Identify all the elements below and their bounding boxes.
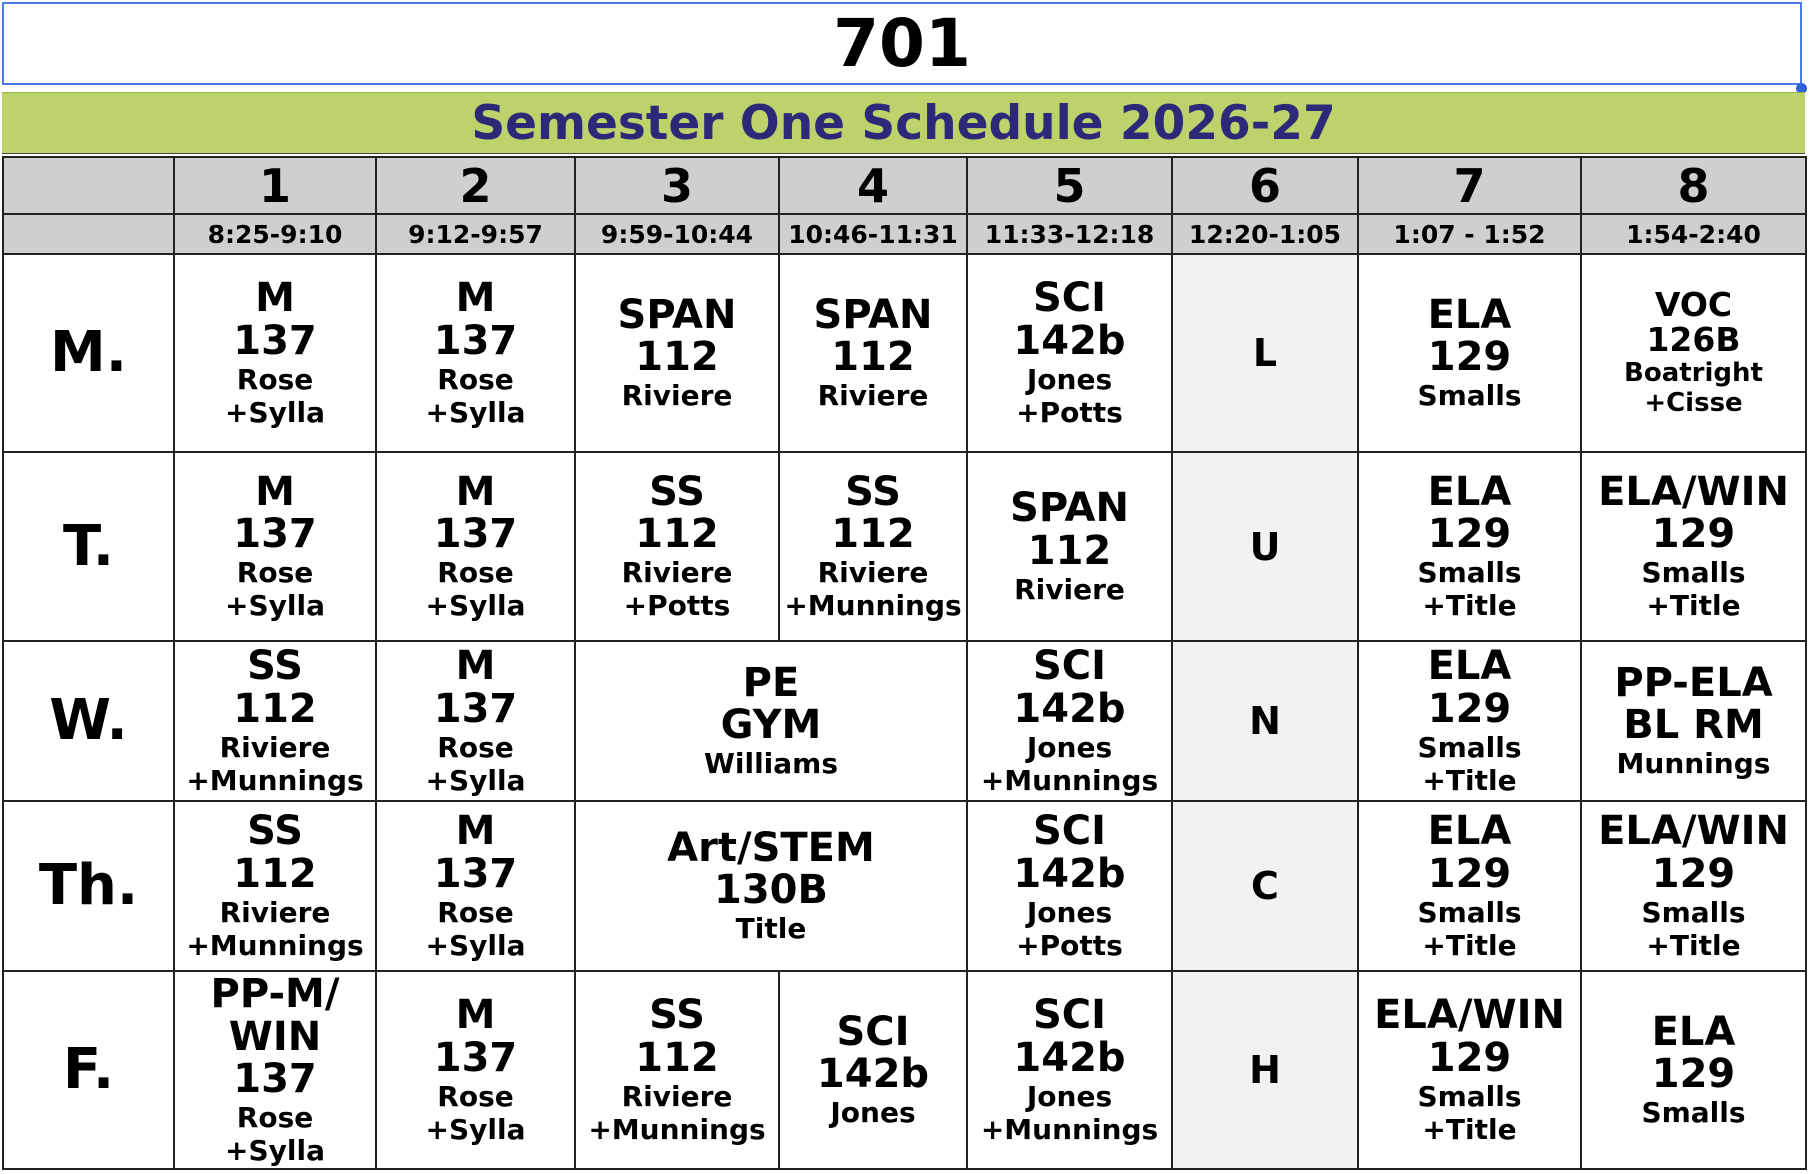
- class-cell[interactable]: [575, 452, 779, 641]
- class-cell[interactable]: [967, 971, 1172, 1169]
- class-cell[interactable]: [967, 254, 1172, 452]
- period-time[interactable]: 1:54-2:40: [1581, 214, 1806, 254]
- class-room: 142b: [816, 1051, 930, 1098]
- class-teacher: Rose: [437, 1079, 514, 1113]
- day-label[interactable]: T.: [3, 452, 174, 641]
- class-teacher: Smalls: [1417, 379, 1522, 413]
- class-cell[interactable]: [967, 641, 1172, 801]
- class-subject: VOC: [1654, 285, 1733, 325]
- day-row-friday: [3, 971, 1806, 1169]
- class-teacher: Rose: [236, 556, 314, 590]
- class-room: 137: [433, 317, 518, 364]
- class-subject: ELA/WIN: [1598, 808, 1789, 855]
- class-cell[interactable]: [1358, 641, 1581, 801]
- class-room: 112: [1027, 527, 1112, 574]
- class-teacher: Smalls: [1641, 1096, 1746, 1130]
- class-cell[interactable]: [1581, 801, 1806, 971]
- class-teacher: Williams: [703, 747, 838, 781]
- class-room: 112: [831, 511, 915, 558]
- class-room: 129: [1427, 685, 1512, 732]
- class-cell[interactable]: [1358, 452, 1581, 641]
- class-cell[interactable]: [967, 801, 1172, 971]
- class-cell[interactable]: [779, 254, 967, 452]
- class-cell[interactable]: [174, 254, 376, 452]
- class-subject: SPAN: [1010, 485, 1129, 532]
- class-room: 112: [831, 334, 915, 381]
- class-room: 112: [635, 1034, 719, 1081]
- period-header[interactable]: 6: [1172, 157, 1358, 214]
- class-co-teacher: +Title: [1646, 928, 1741, 962]
- class-teacher: Riviere: [621, 379, 733, 413]
- class-subject-line2: WIN: [228, 1013, 322, 1060]
- class-co-teacher: +Title: [1422, 1112, 1517, 1146]
- class-room: BL RM: [1623, 702, 1764, 749]
- subtitle-cell[interactable]: [2, 92, 1805, 154]
- title-cell[interactable]: [2, 2, 1802, 85]
- class-co-teacher: +Munnings: [588, 1112, 766, 1146]
- class-co-teacher: +Sylla: [225, 1134, 325, 1168]
- class-room: 112: [635, 334, 719, 381]
- class-teacher: Smalls: [1417, 1079, 1522, 1113]
- day-label[interactable]: W.: [3, 641, 174, 801]
- period-time[interactable]: 9:12-9:57: [376, 214, 575, 254]
- class-room: 137: [433, 850, 518, 897]
- corner-cell[interactable]: [3, 157, 174, 214]
- class-room: 129: [1427, 850, 1512, 897]
- class-cell[interactable]: [967, 452, 1172, 641]
- class-cell[interactable]: [779, 452, 967, 641]
- class-cell[interactable]: [376, 971, 575, 1169]
- class-room: 142b: [1013, 850, 1126, 897]
- period-header[interactable]: 5: [967, 157, 1172, 214]
- class-cell[interactable]: [1581, 452, 1806, 641]
- class-teacher: Riviere: [1014, 572, 1125, 606]
- class-co-teacher: +Sylla: [425, 589, 526, 623]
- class-cell[interactable]: [779, 971, 967, 1169]
- class-cell[interactable]: [1358, 971, 1581, 1169]
- class-room: 129: [1427, 1034, 1512, 1081]
- class-teacher: Rose: [236, 362, 314, 396]
- class-subject: ELA: [1427, 643, 1512, 690]
- class-co-teacher: +Title: [1422, 589, 1517, 623]
- class-teacher: Smalls: [1417, 895, 1522, 929]
- class-room: 129: [1427, 334, 1512, 381]
- day-row-monday: [3, 254, 1806, 452]
- class-subject: SS: [247, 808, 303, 855]
- class-room: 112: [635, 511, 719, 558]
- class-co-teacher: +Sylla: [425, 1112, 526, 1146]
- class-room: 137: [233, 317, 317, 364]
- class-room: 137: [433, 685, 518, 732]
- class-subject: SS: [247, 643, 303, 690]
- class-room: 137: [433, 511, 518, 558]
- period-header[interactable]: 8: [1581, 157, 1806, 214]
- day-row-thursday: [3, 801, 1806, 971]
- class-co-teacher: +Sylla: [425, 928, 526, 962]
- class-teacher: Riviere: [621, 1079, 733, 1113]
- class-cell[interactable]: [376, 254, 575, 452]
- schedule-subtitle: Semester One Schedule 2026-27: [471, 95, 1336, 151]
- period-header[interactable]: 4: [779, 157, 967, 214]
- period-time[interactable]: 8:25-9:10: [174, 214, 376, 254]
- class-teacher: Rose: [437, 556, 514, 590]
- lunch-cell[interactable]: U: [1172, 452, 1358, 641]
- class-subject: ELA/WIN: [1598, 468, 1789, 515]
- class-cell[interactable]: [376, 801, 575, 971]
- class-room: 129: [1651, 850, 1736, 897]
- day-label[interactable]: Th.: [3, 801, 174, 971]
- class-subject: M: [455, 643, 496, 690]
- class-teacher: Jones: [1026, 895, 1113, 929]
- class-co-teacher: +Potts: [1016, 928, 1123, 962]
- class-subject: ELA/WIN: [1374, 992, 1565, 1039]
- class-co-teacher: +Potts: [623, 589, 731, 623]
- corner-cell[interactable]: [3, 214, 174, 254]
- class-cell[interactable]: [1358, 801, 1581, 971]
- schedule-table: [2, 156, 1807, 1170]
- class-co-teacher: +Munnings: [186, 928, 364, 962]
- day-label[interactable]: F.: [3, 971, 174, 1169]
- class-teacher: Smalls: [1417, 730, 1522, 764]
- class-teacher: Riviere: [817, 556, 929, 590]
- class-subject: Art/STEM: [667, 824, 875, 871]
- class-co-teacher: +Cisse: [1644, 388, 1743, 419]
- class-teacher: Jones: [1026, 362, 1113, 396]
- class-teacher: Boatright: [1624, 357, 1763, 388]
- class-cell[interactable]: [174, 452, 376, 641]
- class-cell[interactable]: [376, 452, 575, 641]
- class-subject: SCI: [1032, 808, 1107, 855]
- class-subject: SS: [649, 468, 705, 515]
- class-subject: SCI: [836, 1008, 910, 1055]
- class-co-teacher: +Sylla: [225, 395, 325, 429]
- class-room: 137: [233, 1056, 317, 1103]
- class-subject: ELA: [1427, 808, 1512, 855]
- period-time[interactable]: 1:07 - 1:52: [1358, 214, 1581, 254]
- class-teacher: Riviere: [219, 895, 331, 929]
- lunch-cell[interactable]: N: [1172, 641, 1358, 801]
- period-time[interactable]: 12:20-1:05: [1172, 214, 1358, 254]
- period-header[interactable]: 3: [575, 157, 779, 214]
- period-time[interactable]: 11:33-12:18: [967, 214, 1172, 254]
- class-co-teacher: +Sylla: [225, 589, 325, 623]
- day-label[interactable]: M.: [3, 254, 174, 452]
- class-co-teacher: +Sylla: [425, 763, 526, 797]
- class-teacher: Rose: [236, 1101, 314, 1135]
- day-row-wednesday: [3, 641, 1806, 801]
- period-header[interactable]: 7: [1358, 157, 1581, 214]
- day-row-tuesday: [3, 452, 1806, 641]
- class-subject: ELA: [1651, 1008, 1736, 1055]
- period-header[interactable]: 2: [376, 157, 575, 214]
- class-teacher: Riviere: [817, 379, 929, 413]
- lunch-cell[interactable]: H: [1172, 971, 1358, 1169]
- class-teacher: Title: [735, 912, 807, 946]
- class-room: 112: [233, 850, 317, 897]
- class-co-teacher: +Sylla: [425, 395, 526, 429]
- class-co-teacher: +Title: [1422, 763, 1517, 797]
- time-header-row: [3, 214, 1806, 254]
- class-room: 130B: [714, 867, 828, 914]
- class-room: 142b: [1013, 1034, 1126, 1081]
- class-cell-merged[interactable]: [575, 641, 967, 801]
- class-cell[interactable]: [1581, 641, 1806, 801]
- period-header[interactable]: 1: [174, 157, 376, 214]
- class-teacher: Rose: [437, 895, 514, 929]
- class-subject: SPAN: [813, 291, 933, 338]
- class-teacher: Smalls: [1417, 556, 1522, 590]
- class-cell[interactable]: [1581, 254, 1806, 452]
- class-co-teacher: +Title: [1422, 928, 1517, 962]
- period-time[interactable]: 10:46-11:31: [779, 214, 967, 254]
- class-teacher: Rose: [437, 362, 514, 396]
- class-teacher: Jones: [1026, 1079, 1113, 1113]
- class-cell[interactable]: [174, 641, 376, 801]
- period-header-row: [3, 157, 1806, 214]
- class-subject: M: [455, 808, 496, 855]
- class-room: 142b: [1013, 685, 1126, 732]
- class-subject: SS: [649, 992, 705, 1039]
- class-cell-merged[interactable]: [575, 801, 967, 971]
- class-subject: M: [455, 468, 496, 515]
- class-subject: PP-ELA: [1614, 659, 1773, 706]
- homeroom-title: 701: [833, 5, 971, 82]
- class-teacher: Jones: [1026, 730, 1113, 764]
- class-teacher: Munnings: [1616, 747, 1771, 781]
- class-room: 137: [433, 1034, 518, 1081]
- class-room: 112: [233, 685, 317, 732]
- class-teacher: Riviere: [621, 556, 733, 590]
- class-room: 126B: [1646, 320, 1741, 360]
- class-subject: M: [255, 468, 295, 515]
- class-subject: PE: [742, 659, 800, 706]
- class-cell[interactable]: [174, 801, 376, 971]
- class-subject: SCI: [1032, 643, 1107, 690]
- class-subject: ELA: [1427, 468, 1512, 515]
- class-teacher: Riviere: [219, 730, 331, 764]
- class-cell[interactable]: [575, 971, 779, 1169]
- class-room: 129: [1427, 511, 1512, 558]
- class-cell[interactable]: [1358, 254, 1581, 452]
- class-cell[interactable]: [376, 641, 575, 801]
- class-co-teacher: +Munnings: [186, 763, 364, 797]
- class-room: GYM: [720, 702, 822, 749]
- class-subject: PP-M/: [210, 971, 340, 1017]
- class-subject: SCI: [1032, 275, 1107, 322]
- class-co-teacher: +Munnings: [980, 1112, 1159, 1146]
- class-subject: M: [455, 275, 496, 322]
- class-subject: M: [455, 992, 496, 1039]
- class-subject: SPAN: [617, 291, 737, 338]
- class-room: 142b: [1013, 317, 1126, 364]
- lunch-cell[interactable]: C: [1172, 801, 1358, 971]
- class-co-teacher: +Munnings: [784, 589, 962, 623]
- class-teacher: Smalls: [1641, 556, 1746, 590]
- class-subject: SCI: [1032, 992, 1107, 1039]
- class-teacher: Smalls: [1641, 895, 1746, 929]
- class-room: 129: [1651, 1051, 1736, 1098]
- class-co-teacher: +Title: [1646, 589, 1741, 623]
- class-subject: ELA: [1427, 291, 1512, 338]
- class-subject: M: [255, 275, 295, 322]
- class-room: 137: [233, 511, 317, 558]
- class-teacher: Jones: [830, 1096, 916, 1130]
- class-cell[interactable]: [174, 971, 376, 1169]
- class-cell[interactable]: [1581, 971, 1806, 1169]
- class-co-teacher: +Potts: [1016, 395, 1123, 429]
- class-subject: SS: [845, 468, 901, 515]
- class-cell[interactable]: [575, 254, 779, 452]
- period-time[interactable]: 9:59-10:44: [575, 214, 779, 254]
- lunch-cell[interactable]: L: [1172, 254, 1358, 452]
- class-teacher: Rose: [437, 730, 514, 764]
- class-co-teacher: +Munnings: [980, 763, 1159, 797]
- class-room: 129: [1651, 511, 1736, 558]
